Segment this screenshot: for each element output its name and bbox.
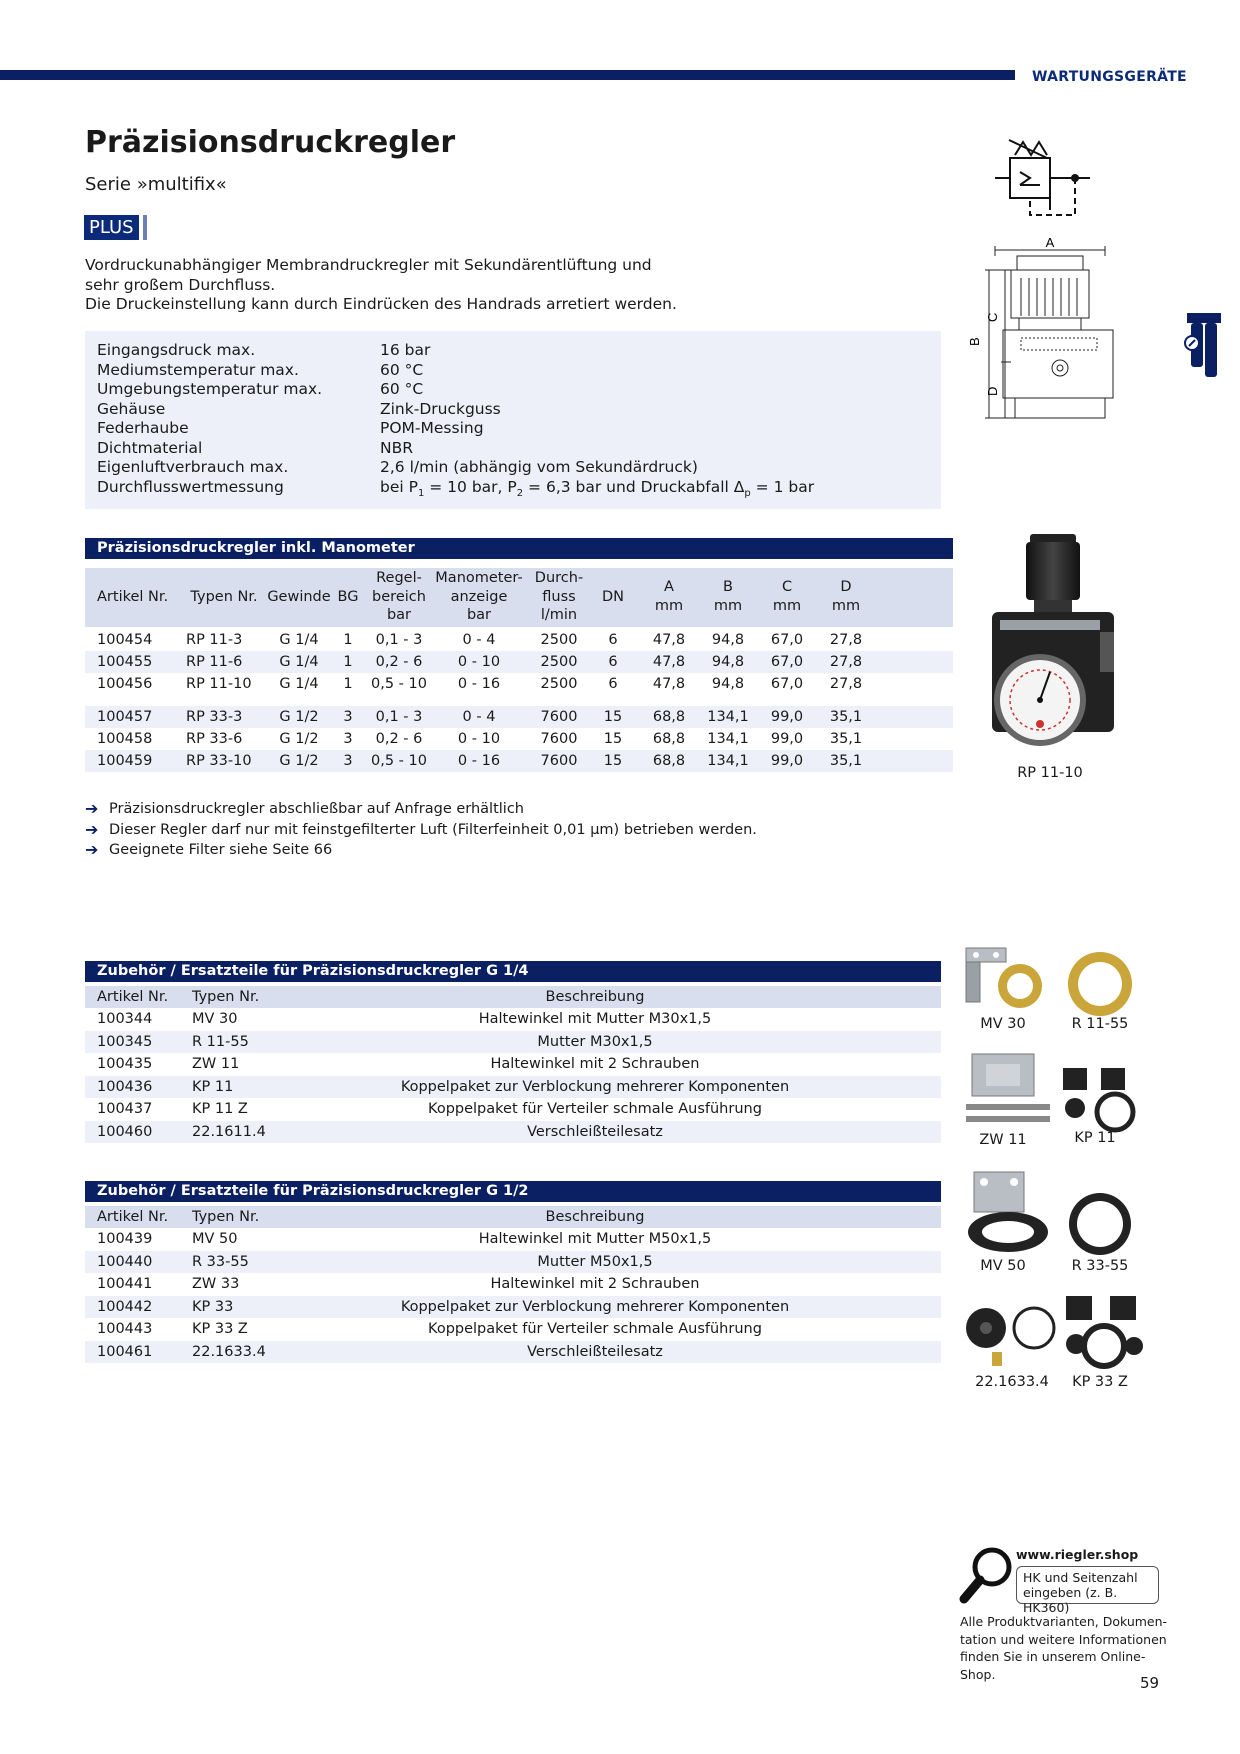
table-cell: Mutter M30x1,5 [537, 1033, 653, 1050]
description-line: Die Druckeinstellung kann durch Eindrücken des Handrads arretiert werden. [85, 295, 677, 313]
caption-mv50: MV 50 [980, 1258, 1026, 1274]
table-cell: Haltewinkel mit 2 Schrauben [490, 1276, 700, 1292]
table-cell: Verschleißteilesatz [527, 1123, 663, 1140]
table-row [85, 651, 953, 673]
table-cell: Haltewinkel mit Mutter M50x1,5 [478, 1231, 712, 1247]
accessory-photo-r33-55 [1060, 1190, 1140, 1260]
table-cell: Mutter M50x1,5 [537, 1253, 653, 1270]
table-cell: 68,8 [652, 709, 686, 725]
table-row [85, 1031, 941, 1054]
spec-label: Gehäuse [97, 399, 166, 418]
table-cell: 35,1 [829, 731, 863, 747]
table-row [85, 1251, 941, 1274]
note-item [85, 840, 757, 861]
table-cell: 47,8 [652, 632, 686, 648]
col-header-artikel: Artikel Nr. [97, 1209, 169, 1225]
table-cell: Koppelpaket für Verteiler schmale Ausführung [428, 1321, 762, 1337]
table-cell: 6 [608, 676, 618, 692]
dim-label-d: D [985, 386, 1000, 396]
spec-value: Zink-Druckguss [380, 399, 501, 418]
table-cell: 67,0 [770, 654, 804, 670]
table-cell: 15 [603, 753, 623, 769]
table-header [85, 568, 953, 627]
table-cell: MV 30 [192, 1011, 238, 1027]
table-cell: 0 - 16 [457, 753, 501, 769]
table-cell: 3 [343, 731, 353, 747]
col-header-c [760, 578, 814, 615]
table-cell: RP 11-6 [186, 654, 243, 670]
table-cell: 6 [608, 632, 618, 648]
table-cell: ZW 11 [192, 1056, 240, 1072]
col-header-line: mm [831, 597, 861, 614]
col-header-line: Regel- [376, 570, 422, 586]
table-cell: 7600 [540, 709, 578, 725]
spec-value-part: = 10 bar, P [424, 477, 517, 496]
table-cell: 3 [343, 709, 353, 725]
table-cell: 27,8 [829, 654, 863, 670]
table-cell: 100441 [97, 1276, 153, 1292]
table-cell: Haltewinkel mit Mutter M30x1,5 [478, 1011, 712, 1027]
caption-r11-55: R 11-55 [1071, 1016, 1129, 1032]
table-cell: RP 33-6 [186, 731, 243, 747]
col-header-line: mm [713, 597, 743, 614]
series-subtitle: Serie »multifix« [85, 174, 227, 195]
table-cell: 1 [343, 676, 353, 692]
table-cell: 7600 [540, 753, 578, 769]
table-title: Zubehör / Ersatzteile für Präzisionsdruckregler G 1/2 [85, 1181, 941, 1202]
table-cell: 0,2 - 6 [375, 731, 423, 747]
table-cell: 0,2 - 6 [375, 654, 423, 670]
caption-22-1633-4: 22.1633.4 [975, 1374, 1049, 1390]
table-cell: 100461 [97, 1343, 153, 1360]
table-cell: 0,1 - 3 [375, 632, 423, 648]
caption-kp11: KP 11 [1074, 1130, 1116, 1146]
accessory-photo-mv30 [962, 946, 1052, 1016]
spec-value-sub: 1 [417, 487, 425, 499]
table-cell: 100436 [97, 1078, 153, 1095]
table-cell: 100459 [97, 753, 153, 769]
table-row [85, 1228, 941, 1251]
shop-hint-line: eingeben (z. B. HK360) [1023, 1585, 1118, 1615]
table-cell: 0,5 - 10 [371, 753, 427, 769]
col-header-line: A [664, 579, 674, 595]
caption-mv30: MV 30 [980, 1016, 1026, 1032]
arrow-right-icon: ➔ [85, 840, 99, 859]
table-title: Präzisionsdruckregler inkl. Manometer [85, 538, 953, 559]
table-row [85, 706, 953, 728]
table-cell: Koppelpaket zur Verblockung mehrerer Komponenten [400, 1078, 790, 1095]
col-header-typen: Typen Nr. [190, 589, 258, 605]
plus-badge [84, 215, 147, 240]
table-row [85, 1273, 941, 1296]
accessory-photo-r11-55 [1060, 950, 1140, 1020]
table-cell: 134,1 [707, 709, 749, 725]
dim-label-a: A [1045, 238, 1055, 250]
table-cell: 68,8 [652, 731, 686, 747]
note-item [85, 799, 757, 820]
table-cell: 0,1 - 3 [375, 709, 423, 725]
table-cell: RP 33-10 [186, 753, 252, 769]
table-cell: RP 11-10 [186, 676, 252, 692]
spec-value-sub: 2 [516, 487, 524, 499]
table-cell: 100443 [97, 1321, 153, 1337]
dim-label-b: B [967, 337, 982, 346]
table-cell: ZW 33 [192, 1276, 240, 1292]
dimension-drawing [965, 238, 1115, 438]
table-title: Zubehör / Ersatzteile für Präzisionsdruckregler G 1/4 [85, 961, 941, 982]
shop-info-line: Alle Produktvarianten, Dokumen- [960, 1614, 1168, 1629]
table-cell: 47,8 [652, 654, 686, 670]
col-header-line: l/min [540, 607, 578, 623]
accessory-photo-kp33z [1058, 1292, 1148, 1372]
table-cell: G 1/2 [279, 731, 319, 747]
shop-url[interactable]: www.riegler.shop [1016, 1547, 1139, 1562]
product-photo-regulator [980, 532, 1120, 757]
col-header-line: C [781, 579, 793, 595]
table-cell: 0 - 4 [462, 709, 496, 725]
caption-kp33z: KP 33 Z [1072, 1374, 1128, 1390]
table-cell: Verschleißteilesatz [527, 1343, 663, 1360]
table-cell: 99,0 [770, 731, 804, 747]
note-text: Präzisionsdruckregler abschließbar auf Anfrage erhältlich [109, 801, 524, 817]
spec-value: 60 °C [380, 380, 424, 398]
table-cell: 94,8 [711, 676, 745, 692]
plus-badge-label: PLUS [84, 215, 139, 240]
maintenance-unit-icon [1183, 313, 1225, 381]
table-cell: G 1/4 [279, 676, 319, 692]
table-row [85, 750, 953, 772]
table-cell: 35,1 [829, 753, 863, 769]
arrow-right-icon: ➔ [85, 799, 99, 818]
table-header [85, 1206, 941, 1228]
spec-label: Umgebungstemperatur max. [97, 380, 323, 398]
col-header-line: Durch- [534, 570, 584, 586]
spec-value: 60 °C [380, 360, 424, 379]
table-cell: RP 33-3 [186, 709, 243, 725]
col-header-gewinde: Gewinde [267, 589, 331, 605]
col-header-line: mm [654, 597, 684, 614]
table-cell: G 1/2 [279, 709, 319, 725]
table-cell: 100344 [97, 1011, 153, 1027]
spec-label: Eingangsdruck max. [97, 341, 256, 359]
col-header-beschreibung: Beschreibung [545, 1209, 645, 1225]
col-header-beschreibung: Beschreibung [545, 989, 645, 1005]
table-cell: R 33-55 [192, 1253, 249, 1270]
table-cell: 99,0 [770, 753, 804, 769]
spec-value-part: = 1 bar [750, 477, 815, 496]
col-header-typen: Typen Nr. [192, 1209, 260, 1225]
table-cell: 100439 [97, 1231, 153, 1247]
shop-hint-line: HK und Seitenzahl [1023, 1570, 1138, 1585]
table-cell: Koppelpaket für Verteiler schmale Ausführung [428, 1101, 762, 1117]
product-description [85, 256, 845, 315]
spec-value: 16 bar [380, 341, 431, 359]
table-cell: KP 33 Z [192, 1321, 248, 1337]
plus-badge-bar [143, 215, 147, 240]
col-header-b [701, 578, 755, 615]
page-title: Präzisionsdruckregler [85, 125, 456, 160]
table-cell: 27,8 [829, 676, 863, 692]
table-cell: 94,8 [711, 654, 745, 670]
table-cell: R 11-55 [192, 1033, 249, 1050]
col-header-dn: DN [601, 589, 624, 605]
note-item [85, 820, 757, 841]
note-text: Geeignete Filter siehe Seite 66 [109, 842, 333, 858]
table-cell: 134,1 [707, 753, 749, 769]
spec-box [85, 331, 941, 509]
table-cell: 3 [343, 753, 353, 769]
table-cell: 99,0 [770, 709, 804, 725]
table-cell: 0 - 16 [457, 676, 501, 692]
page-number: 59 [1140, 1674, 1160, 1692]
table-cell: G 1/2 [279, 753, 319, 769]
table-row [85, 728, 953, 750]
col-header-line: D [840, 579, 852, 595]
table-cell: 0,5 - 10 [371, 676, 427, 692]
table-cell: 100442 [97, 1298, 153, 1315]
table-row [85, 1076, 941, 1099]
spec-label: Dichtmaterial [97, 438, 203, 457]
table-cell: Koppelpaket zur Verblockung mehrerer Komponenten [400, 1298, 790, 1315]
table-header [85, 986, 941, 1008]
table-cell: 0 - 4 [462, 632, 496, 648]
table-cell: 6 [608, 654, 618, 670]
table-cell: 67,0 [770, 632, 804, 648]
table-row [85, 1098, 941, 1121]
spec-label: Eigenluftverbrauch max. [97, 458, 289, 476]
pneumatic-symbol-icon [995, 130, 1105, 220]
table-cell: 100437 [97, 1101, 153, 1117]
col-header-durchfluss [529, 569, 589, 625]
table-cell: G 1/4 [279, 654, 319, 670]
table-cell: 35,1 [829, 709, 863, 725]
table-cell: 100458 [97, 731, 153, 747]
table-row [85, 1341, 941, 1364]
caption-zw11: ZW 11 [979, 1132, 1027, 1148]
col-header-line: Manometer- [435, 570, 523, 586]
table-cell: 67,0 [770, 676, 804, 692]
table-cell: KP 11 [192, 1078, 234, 1095]
table-cell: RP 11-3 [186, 632, 243, 648]
col-header-line: B [723, 579, 733, 595]
spec-value-sub: p [744, 487, 751, 499]
table-cell: 47,8 [652, 676, 686, 692]
col-header-line: anzeige [450, 588, 508, 605]
table-cell: 27,8 [829, 632, 863, 648]
table-cell: 1 [343, 654, 353, 670]
accessory-photo-22-1633-4 [962, 1300, 1062, 1370]
table-cell: 22.1611.4 [192, 1123, 266, 1140]
shop-info-line: tation und weitere Informationen [960, 1631, 1167, 1647]
spec-label: Federhaube [97, 419, 189, 437]
table-cell: 15 [603, 709, 623, 725]
arrow-right-icon: ➔ [85, 819, 99, 839]
table-row [85, 673, 953, 695]
table-row [85, 1318, 941, 1341]
spec-value-part: = 6,3 bar und Druckabfall Δ [523, 477, 745, 496]
table-cell: 100456 [97, 676, 153, 692]
table-row [85, 629, 953, 651]
col-header-manometer [433, 569, 525, 625]
table-cell: 100440 [97, 1253, 153, 1270]
col-header-typen: Typen Nr. [192, 989, 260, 1005]
table-cell: 100455 [97, 654, 153, 670]
table-cell: 2500 [540, 654, 578, 670]
table-cell: G 1/4 [279, 632, 319, 648]
col-header-line: fluss [542, 588, 576, 605]
caption-r33-55: R 33-55 [1071, 1258, 1129, 1274]
table-cell: 7600 [540, 731, 578, 747]
spec-value: 2,6 l/min (abhängig vom Sekundärdruck) [380, 458, 698, 476]
table-cell: 0 - 10 [457, 731, 501, 747]
table-cell: KP 11 Z [192, 1101, 248, 1117]
accessory-photo-zw11 [964, 1052, 1054, 1132]
table-cell: 94,8 [711, 632, 745, 648]
spec-label: Mediumstemperatur max. [97, 360, 299, 379]
table-cell: 100435 [97, 1056, 153, 1072]
table-row [85, 1008, 941, 1031]
table-cell: 100460 [97, 1123, 153, 1140]
table-cell: 22.1633.4 [192, 1343, 266, 1360]
description-line: Vordruckunabhängiger Membrandruckregler mit Sekundärentlüftung und [85, 256, 652, 274]
table-cell: 2500 [540, 632, 578, 648]
accessory-photo-mv50 [964, 1170, 1054, 1255]
table-cell: KP 33 [192, 1298, 234, 1315]
section-label: WARTUNGSGERÄTE [1032, 69, 1187, 85]
table-cell: 68,8 [652, 753, 686, 769]
shop-hint-box [1016, 1566, 1159, 1615]
accessory-photo-kp11 [1055, 1064, 1145, 1134]
table-cell: 0 - 10 [457, 654, 501, 670]
table-cell: Haltewinkel mit 2 Schrauben [490, 1056, 700, 1072]
shop-info-line: finden Sie in unserem Online-Shop. [960, 1649, 1146, 1682]
table-cell: MV 50 [192, 1231, 238, 1247]
shop-info [960, 1613, 1170, 1683]
spec-value-part: bei P [380, 477, 418, 496]
col-header-line: bereich [372, 588, 426, 605]
magnifier-icon [958, 1545, 1016, 1607]
header-bar [0, 70, 1015, 80]
col-header-line: mm [772, 597, 802, 614]
table-cell: 15 [603, 731, 623, 747]
table-cell: 100457 [97, 709, 153, 725]
table-cell: 100345 [97, 1033, 153, 1050]
col-header-bg: BG [337, 589, 359, 605]
notes-list [85, 799, 757, 861]
spec-value: NBR [380, 438, 413, 457]
spec-value: POM-Messing [380, 419, 484, 437]
dim-label-c: C [985, 312, 1000, 322]
col-header-line: bar [466, 607, 492, 623]
table-row [85, 1296, 941, 1319]
description-line: sehr großem Durchfluss. [85, 275, 276, 294]
spec-label: Durchflusswertmessung [97, 477, 284, 496]
col-header-artikel: Artikel Nr. [97, 589, 169, 605]
table-cell: 100454 [97, 632, 153, 648]
col-header-a [642, 578, 696, 615]
caption-rp-11-10: RP 11-10 [1017, 765, 1083, 781]
col-header-d [819, 578, 873, 615]
note-text: Dieser Regler darf nur mit feinstgefilterter Luft (Filterfeinheit 0,01 µm) betrieben werden. [109, 821, 757, 838]
col-header-line: bar [386, 607, 412, 623]
table-row [85, 1121, 941, 1144]
table-cell: 1 [343, 632, 353, 648]
col-header-artikel: Artikel Nr. [97, 989, 169, 1005]
table-cell: 2500 [540, 676, 578, 692]
table-row [85, 1053, 941, 1076]
table-cell: 134,1 [707, 731, 749, 747]
col-header-regel [365, 569, 433, 625]
spec-value [380, 478, 814, 499]
